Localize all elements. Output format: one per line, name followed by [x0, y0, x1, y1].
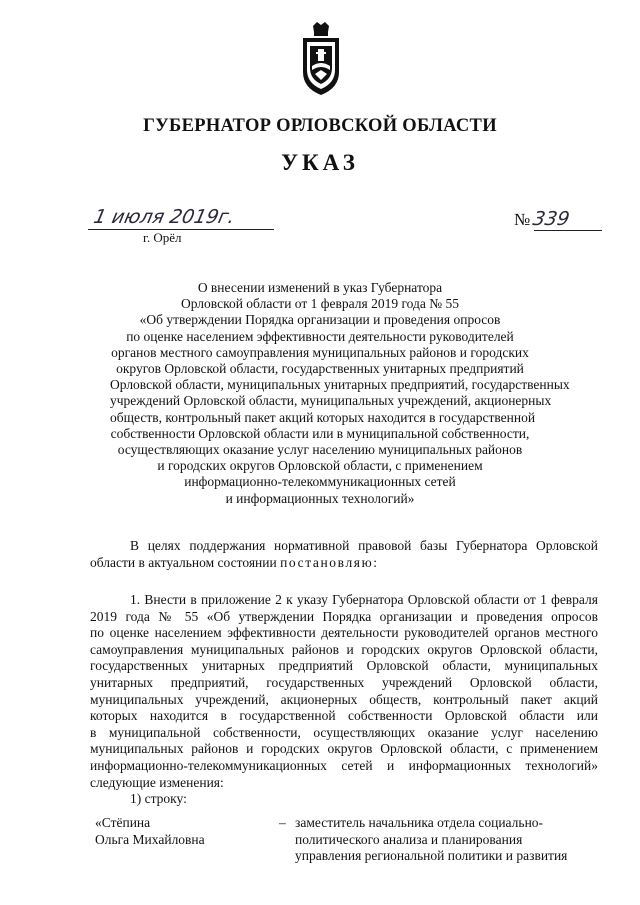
number-underline	[534, 230, 602, 231]
preamble	[90, 538, 598, 571]
preamble-text: области в актуальном состоянии	[90, 554, 277, 570]
preamble-line: В целях поддержания нормативной правовой базы Губернатора Орловской	[130, 538, 598, 553]
item-line: муниципальных районов и городских округов Орловской области, с применением	[90, 741, 598, 757]
person-position	[295, 815, 567, 865]
title-line: учреждений Орловской области, муниципальных учреждений, акционерных	[110, 393, 552, 409]
row-dash: –	[279, 815, 286, 830]
handwritten-date: 1 июля 2019г.	[91, 206, 237, 228]
handwritten-number: 339	[531, 208, 572, 230]
decree-word: постановляю:	[280, 554, 379, 570]
item-line: в муниципальной собственности, осуществляющих оказание услуг населению	[90, 724, 598, 740]
item-line: государственных унитарных предприятий Орловской области, муниципальных	[90, 658, 598, 674]
title-line: осуществляющих оказание услуг населению муниципальных районов	[117, 442, 523, 458]
title-line: обществ, контрольный пакет акций которых находится в государственной	[110, 409, 536, 425]
item-1	[90, 592, 598, 808]
title-line: информационно-телекоммуникационных сетей	[184, 474, 456, 490]
coat-of-arms-icon	[299, 22, 343, 96]
item-line: которых находится в государственной собственности Орловской области или	[90, 708, 598, 724]
item-line: 1. Внести в приложение 2 к указу Губернатора Орловской области от 1 февраля	[130, 592, 598, 607]
item-line: по оценке населением эффективности деятельности руководителей органов местного	[90, 625, 598, 641]
position-line: политического анализа и планирования	[295, 831, 523, 847]
item-line: самоуправления муниципальных районов и городских округов Орловской области,	[90, 641, 598, 657]
document-number	[514, 208, 570, 230]
person-name	[95, 815, 205, 848]
title-line: и информационных технологий»	[225, 490, 415, 506]
document-title	[110, 280, 570, 507]
document-type: УКАЗ	[281, 150, 359, 175]
number-prefix: №	[514, 210, 531, 229]
item-line: информационно-телекоммуникационных сетей и информационных технологий»	[90, 757, 598, 773]
preamble-line	[90, 555, 598, 572]
title-line: «Об утверждении Порядка организации и проведения опросов	[139, 312, 501, 328]
city: г. Орёл	[143, 230, 182, 245]
title-line: собственности Орловской области или в муниципальной собственности,	[110, 425, 530, 441]
item-line: 2019 года № 55 «Об утверждении Порядка организации и проведения опросов	[90, 608, 598, 624]
title-line: Орловской области от 1 февраля 2019 года № 55	[180, 296, 459, 312]
title-line: по оценке населением эффективности деятельности руководителей	[126, 328, 514, 344]
item-line: унитарных предприятий, государственных учреждений Орловской области,	[90, 674, 598, 690]
person-name-line: «Стёпина	[95, 815, 151, 830]
title-line: О внесении изменений в указ Губернатора	[197, 280, 443, 295]
item-line: следующие изменения:	[90, 774, 224, 790]
title-line: органов местного самоуправления муниципальных районов и городских	[111, 344, 529, 360]
position-line: заместитель начальника отдела социально-	[295, 815, 544, 830]
organization-title: ГУБЕРНАТОР ОРЛОВСКОЙ ОБЛАСТИ	[143, 116, 497, 136]
item-line: муниципальных учреждений, акционерных обществ, контрольный пакет акций	[90, 691, 598, 707]
title-line: Орловской области, муниципальных унитарных предприятий, государственных	[110, 377, 570, 393]
item-line: 1) строку:	[130, 791, 187, 807]
person-name-line: Ольга Михайловна	[95, 831, 205, 847]
position-line: управления региональной политики и развития	[295, 848, 568, 864]
title-line: округов Орловской области, государственных унитарных предприятий	[116, 361, 524, 377]
title-line: и городских округов Орловской области, с применением	[157, 458, 483, 474]
